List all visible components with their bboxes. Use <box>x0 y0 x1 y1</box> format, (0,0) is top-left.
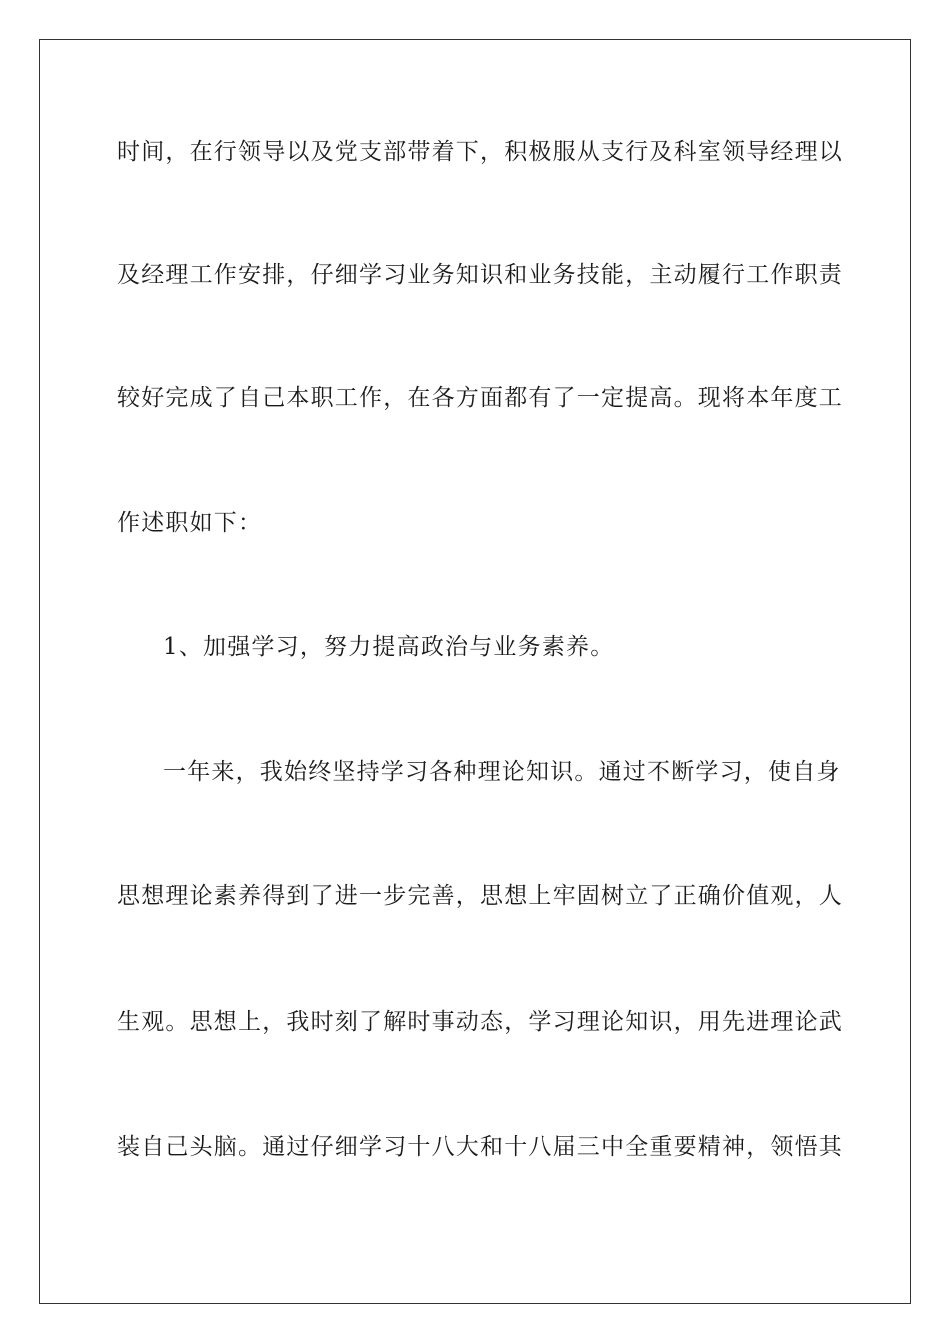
paragraph-line: 时间，在行领导以及党支部带着下，积极服从支行及科室领导经理以 <box>117 139 843 165</box>
paragraph-line: 一年来，我始终坚持学习各种理论知识。通过不断学习，使自身 <box>163 759 841 785</box>
paragraph-line: 作述职如下： <box>117 510 263 536</box>
paragraph-line: 生观。思想上，我时刻了解时事动态，学习理论知识，用先进理论武 <box>117 1009 843 1035</box>
paragraph-line: 较好完成了自己本职工作，在各方面都有了一定提高。现将本年度工 <box>117 385 843 411</box>
paragraph-line: 装自己头脑。通过仔细学习十八大和十八届三中全重要精神，领悟其 <box>117 1134 843 1160</box>
paragraph-line: 思想理论素养得到了进一步完善，思想上牢固树立了正确价值观，人 <box>117 883 843 909</box>
page-border <box>39 39 911 1304</box>
paragraph-line: 及经理工作安排，仔细学习业务知识和业务技能，主动履行工作职责 <box>117 262 843 288</box>
section-heading: 1、加强学习，努力提高政治与业务素养。 <box>163 634 615 660</box>
